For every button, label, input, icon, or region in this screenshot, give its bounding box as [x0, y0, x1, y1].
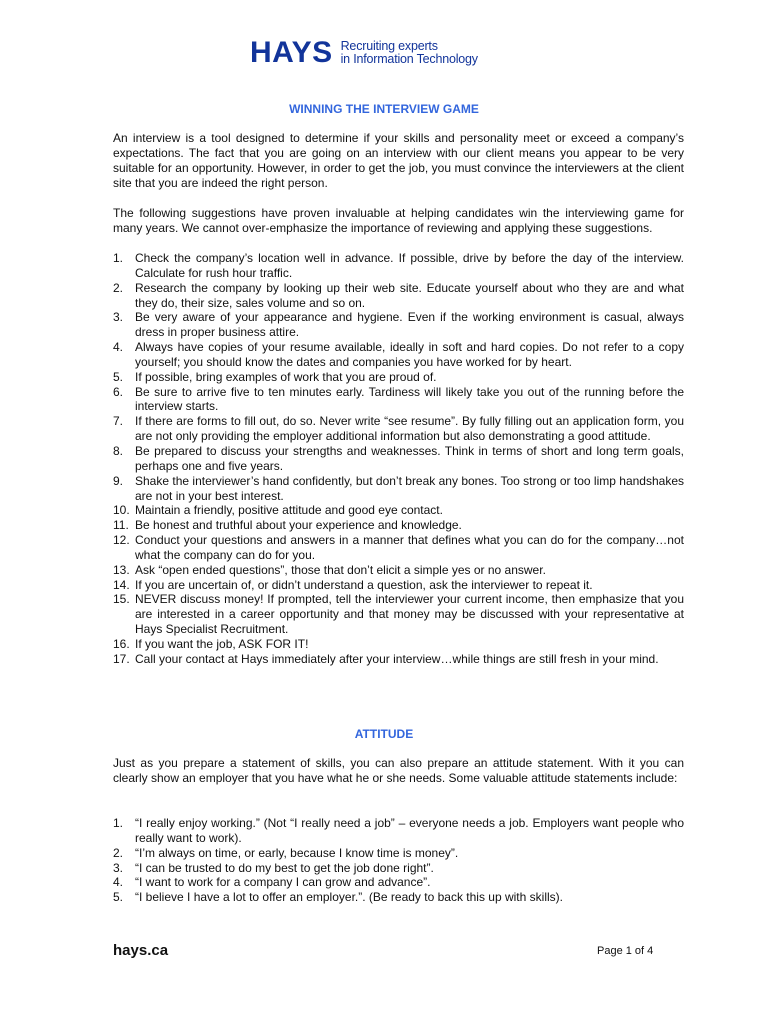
- list-item-number: 1.: [113, 251, 124, 265]
- list-item: [113, 563, 684, 578]
- list-item-text: If there are forms to fill out, do so. Never write “see resume”. By fully filling out an application form, you are not only providing the employer additional information but also demonstrating a good attitude.: [135, 414, 684, 444]
- list-item: [113, 474, 684, 504]
- logo-tagline: [341, 40, 478, 66]
- attitude-statements-list: [113, 816, 684, 905]
- list-item-number: 2.: [113, 280, 124, 295]
- section-title-attitude: ATTITUDE: [354, 727, 414, 741]
- list-item-text: Be very aware of your appearance and hygiene. Even if the working environment is casual, always dress in proper business attire.: [135, 310, 684, 340]
- list-item: [113, 281, 684, 311]
- list-item-number: 3.: [113, 310, 124, 325]
- list-item-text: If possible, bring examples of work that you are proud of.: [135, 369, 437, 384]
- list-item-number: 11.: [113, 518, 129, 533]
- list-item-text: Ask “open ended questions”, those that don’t elicit a simple yes or no answer.: [135, 562, 546, 577]
- list-item: [113, 370, 684, 385]
- list-item: [113, 385, 684, 415]
- suggestions-list: [113, 251, 684, 667]
- list-item-number: 7.: [113, 414, 124, 429]
- list-item: [113, 652, 684, 667]
- list-item-text: “I believe I have a lot to offer an employer.”. (Be ready to back this up with skills).: [135, 890, 563, 905]
- list-item-text: Check the company’s location well in advance. If possible, drive by before the day of the interview. Calculate for rush hour traffic.: [135, 251, 684, 280]
- list-item-text: “I can be trusted to do my best to get the job done right”.: [135, 860, 434, 875]
- section-title-interview: WINNING THE INTERVIEW GAME: [289, 102, 479, 116]
- intro-paragraph: An interview is a tool designed to determine if your skills and personality meet or exceed a company’s expectations. The fact that you are going on an interview with our client means you appear to be very suitable for an opportunity. However, in order to get the job, you must convince the interviewers at the client site that you are indeed the right person.: [113, 131, 684, 190]
- list-item-text: NEVER discuss money! If prompted, tell the interviewer your current income, then emphasize that you are interested in a career opportunity and that money may be discussed with your representative at Hays Specialist Recruitment.: [135, 592, 684, 637]
- footer-page-number: Page 1 of 4: [597, 945, 654, 957]
- list-item-number: 9.: [113, 473, 124, 488]
- list-item-text: “I’m always on time, or early, because I know time is money”.: [135, 845, 459, 860]
- list-item-number: 14.: [113, 577, 130, 592]
- list-item: [113, 861, 684, 876]
- list-item-text: Shake the interviewer’s hand confidently, but don’t break any bones. Too strong or too limp handshakes are not in your best interest.: [135, 473, 684, 503]
- list-item-text: Be honest and truthful about your experience and knowledge.: [135, 518, 462, 533]
- list-item-number: 3.: [113, 860, 124, 875]
- tagline-line-2: in Information Technology: [340, 52, 478, 66]
- list-item: [113, 578, 684, 593]
- hays-logo: [250, 38, 478, 68]
- logo-wordmark: HAYS: [250, 36, 333, 69]
- list-item: [113, 503, 684, 518]
- tagline-line-1: Recruiting experts: [340, 39, 438, 53]
- list-item-text: If you are uncertain of, or didn’t understand a question, ask the interviewer to repeat it.: [135, 577, 593, 592]
- list-item-number: 13.: [113, 562, 130, 577]
- list-item: [113, 251, 684, 281]
- list-item: [113, 310, 684, 340]
- list-item: [113, 816, 684, 846]
- list-item: [113, 518, 684, 533]
- list-item-text: Conduct your questions and answers in a manner that defines what you can do for the company…not what the company can do for you.: [135, 533, 684, 562]
- list-item-number: 1.: [113, 816, 124, 830]
- list-item: [113, 414, 684, 444]
- list-item-number: 6.: [113, 384, 124, 399]
- list-item-text: “I want to work for a company I can grow and advance”.: [135, 875, 431, 890]
- lead-paragraph: The following suggestions have proven invaluable at helping candidates win the interviewing game for many years. We cannot over-emphasize the importance of reviewing and applying these suggestions.: [113, 206, 684, 235]
- list-item-text: If you want the job, ASK FOR IT!: [135, 636, 309, 651]
- list-item-number: 5.: [113, 890, 124, 905]
- list-item-text: Always have copies of your resume available, ideally in soft and hard copies. Do not refer to a copy yourself; you should know the dates and companies you have worked for by heart.: [135, 340, 684, 369]
- list-item-number: 17.: [113, 651, 130, 666]
- list-item-number: 10.: [113, 503, 130, 518]
- list-item-number: 2.: [113, 845, 124, 860]
- footer-website: hays.ca: [113, 942, 169, 959]
- list-item-number: 5.: [113, 369, 124, 384]
- list-item-text: Be sure to arrive five to ten minutes early. Tardiness will likely take you out of the running before the interview starts.: [135, 384, 684, 414]
- list-item: [113, 592, 684, 637]
- list-item-number: 4.: [113, 875, 124, 890]
- list-item-number: 16.: [113, 636, 130, 651]
- list-item: [113, 875, 684, 890]
- list-item: [113, 846, 684, 861]
- attitude-intro-paragraph: Just as you prepare a statement of skills, you can also prepare an attitude statement. With it you can clearly show an employer that you have what he or she needs. Some valuable attitude statements include:: [113, 756, 684, 785]
- list-item: [113, 340, 684, 370]
- list-item-number: 8.: [113, 443, 124, 458]
- list-item: [113, 890, 684, 905]
- list-item: [113, 637, 684, 652]
- list-item-number: 4.: [113, 340, 124, 355]
- list-item-text: “I really enjoy working.” (Not “I really need a job” – everyone needs a job. Employers want people who really want to work).: [135, 816, 684, 845]
- list-item: [113, 533, 684, 563]
- list-item-text: Maintain a friendly, positive attitude and good eye contact.: [135, 503, 443, 518]
- list-item-text: Be prepared to discuss your strengths and weaknesses. Think in terms of short and long term goals, perhaps one and five years.: [135, 443, 684, 473]
- list-item-number: 12.: [113, 533, 130, 548]
- list-item-text: Research the company by looking up their web site. Educate yourself about who they are and what they do, their size, sales volume and so on.: [135, 280, 684, 310]
- list-item-text: Call your contact at Hays immediately after your interview…while things are still fresh in your mind.: [135, 651, 659, 666]
- list-item-number: 15.: [113, 592, 130, 607]
- list-item: [113, 444, 684, 474]
